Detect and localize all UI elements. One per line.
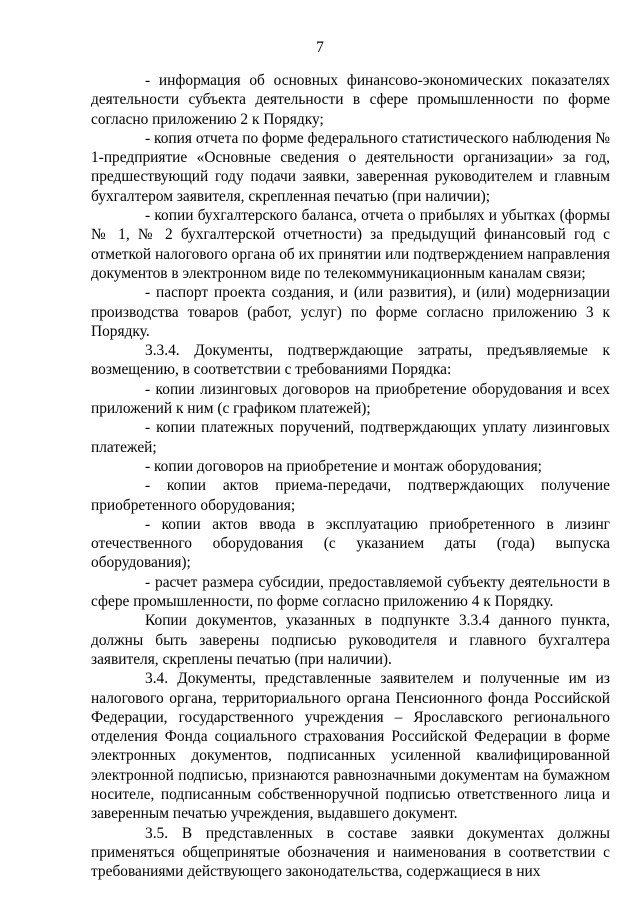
paragraph-3-3-4: 3.3.4. Документы, подтверждающие затраты, предъявляемые к возмещению, в соответствии с требованиями Порядка:: [91, 342, 610, 379]
paragraph-project-passport: - паспорт проекта создания, и (или развития), и (или) модернизации производства товаров (работ, услуг) по форме согласно приложению 3 к Порядку.: [91, 284, 610, 340]
paragraph-commissioning-acts: - копии актов ввода в эксплуатацию приобретенного в лизинг отечественного оборудования (с указанием даты (года) выпуска оборудования);: [91, 515, 610, 572]
paragraph-certified-copies: Копии документов, указанных в подпункте 3.3.4 данного пункта, должны быть заверены подписью руководителя и главного бухгалтера заявителя, скреплены печатью (при наличии).: [91, 612, 610, 668]
paragraph-purchase-contracts: - копии договоров на приобретение и монтаж оборудования;: [145, 457, 542, 475]
paragraph-subsidy-calculation: - расчет размера субсидии, предоставляемой субъекту деятельности в сфере промышленности, по форме согласно приложению 4 к Порядку.: [91, 573, 610, 611]
page-number: 7: [316, 39, 324, 56]
paragraph-3-4: 3.4. Документы, представленные заявителем и полученные им из налогового органа, территориального органа Пенсионного фонда Российской Федерации, государственного учреждения – Ярославского регионального отделения Фонда социального страхования Российской Федерации в форме электронных документов, подписанных усиленной квалифицированной электронной подписью, признаются равнозначными документам на бумажном носителе, подписанным собственноручной подписью ответственного лица и заверенным печатью учреждения, выдавшего документ.: [91, 670, 610, 823]
paragraph-financial-info: - информация об основных финансово-экономических показателях деятельности субъекта деятельности в сфере промышленности по форме согласно приложению 2 к Порядку;: [91, 72, 610, 128]
paragraph-balance-sheet: - копии бухгалтерского баланса, отчета о прибылях и убытках (формы № 1, № 2 бухгалтерской отчетности) за предыдущий финансовый год с отметкой налогового органа об их принятии или подтверждением направления документов в электронном виде по телекоммуникационным каналам связи;: [91, 207, 610, 282]
paragraph-payment-orders: - копии платежных поручений, подтверждающих уплату лизинговых платежей;: [91, 419, 610, 456]
document-body: [91, 71, 610, 881]
paragraph-statistical-report: - копия отчета по форме федерального статистического наблюдения № 1-предприятие «Основные сведения о деятельности организации» за год, предшествующий году подачи заявки, заверенная руководителем и главным бухгалтером заявителя, скрепленная печатью (при наличии);: [91, 129, 610, 205]
paragraph-leasing-contracts: - копии лизинговых договоров на приобретение оборудования и всех приложений к ним (с графиком платежей);: [91, 380, 610, 418]
paragraph-transfer-acts: - копии актов приема-передачи, подтверждающих получение приобретенного оборудования;: [91, 477, 610, 514]
paragraph-3-5: 3.5. В представленных в составе заявки документах должны применяться общепринятые обозначения и наименования в соответствии с требованиями действующего законодательства, содержащиеся в них: [91, 824, 610, 881]
